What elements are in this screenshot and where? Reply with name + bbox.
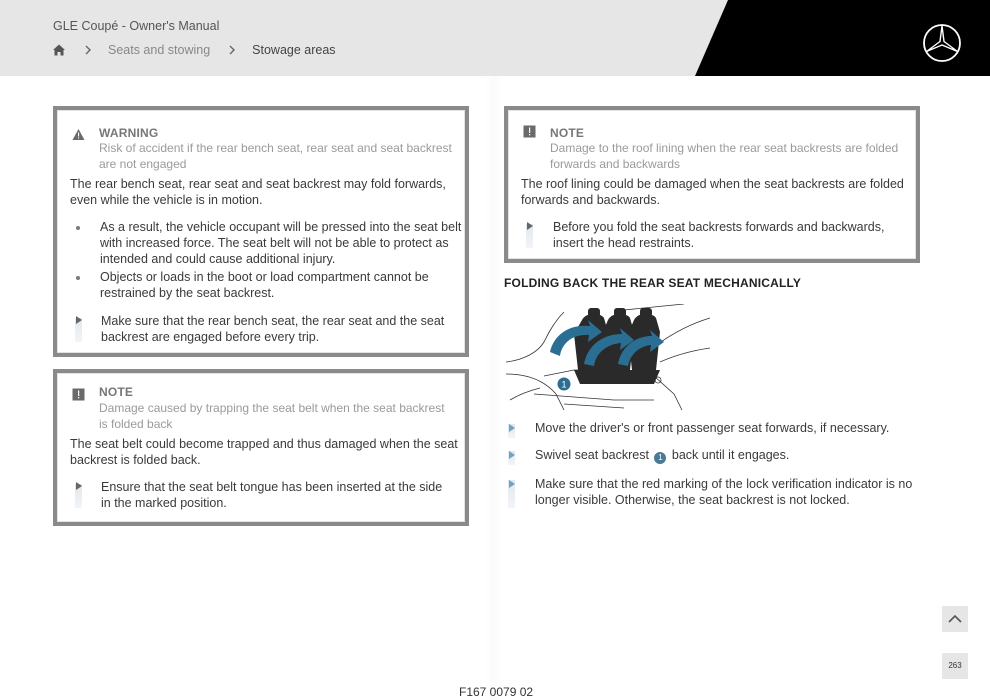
step-arrow-icon: [509, 424, 515, 432]
step-line: Make sure that the rear bench seat, the rear seat and the seat: [101, 314, 445, 328]
breadcrumb-current: Stowage areas: [252, 43, 336, 57]
breadcrumb-seats-and-stowing[interactable]: Seats and stowing: [108, 43, 211, 57]
step-line: Make sure that the red marking of the lock verification indicator is no: [535, 477, 913, 491]
section-heading: FOLDING BACK THE REAR SEAT MECHANICALLY: [504, 276, 802, 290]
chevron-right-icon: [228, 45, 236, 55]
step-line: Ensure that the seat belt tongue has been inserted at the side: [101, 480, 443, 494]
list-item-line: intended and could cause additional injury.: [100, 252, 336, 266]
figure-code: F167 0079 02: [459, 685, 534, 699]
step-text: back until it engages.: [671, 448, 790, 462]
instruction-step: [535, 476, 912, 508]
figure-callout-label: 1: [561, 379, 567, 390]
list-item: [100, 219, 461, 267]
document-title: GLE Coupé - Owner's Manual: [53, 19, 220, 33]
warning-label: WARNING: [99, 126, 159, 140]
warning-subtitle: [99, 140, 452, 172]
instruction-step: [535, 447, 789, 464]
bullet-icon: [76, 276, 80, 280]
warning-box: [53, 106, 469, 357]
warning-paragraph: [70, 176, 446, 208]
note-subtitle-line: Damage to the roof lining when the rear seat backrests are folded: [550, 141, 899, 155]
warning-subtitle-line: Risk of accident if the rear bench seat, rear seat and seat backrest: [99, 141, 452, 155]
instruction-step: Move the driver's or front passenger seat forwards, if necessary.: [535, 421, 890, 435]
scroll-to-top-button[interactable]: [942, 606, 968, 632]
callout-number-badge: 1: [654, 452, 666, 464]
step-arrow-icon: [509, 451, 515, 459]
exclamation-square-icon: [72, 388, 85, 401]
chevron-right-icon: [84, 45, 92, 55]
step-line: insert the head restraints.: [553, 236, 695, 250]
list-item-line: with increased force. The seat belt will not be able to protect as: [100, 236, 449, 250]
note-subtitle: [550, 140, 898, 172]
paragraph-line: The rear bench seat, rear seat and seat backrest may fold forwards,: [70, 177, 446, 191]
step-arrow-icon: [527, 222, 533, 230]
note-label: NOTE: [99, 385, 134, 399]
note-box-seat-belt: [53, 369, 469, 526]
note-subtitle: [99, 400, 445, 432]
step-line: in the marked position.: [101, 496, 227, 510]
step-text: Swivel seat backrest: [535, 448, 649, 462]
paragraph-line: backrest is folded back.: [70, 453, 201, 467]
step-line: Before you fold the seat backrests forwards and backwards,: [553, 220, 885, 234]
note-subtitle-line: Damage caused by trapping the seat belt when the seat backrest: [99, 401, 445, 415]
step-arrow-icon: [76, 482, 82, 490]
step-line: backrest are engaged before every trip.: [101, 330, 320, 344]
step-arrow-icon: [509, 480, 515, 488]
chevron-up-icon: [942, 606, 968, 632]
paragraph-line: The roof lining could be damaged when the seat backrests are folded: [521, 177, 904, 191]
page-number-button[interactable]: 263: [942, 653, 968, 679]
rear-seat-illustration[interactable]: [504, 304, 712, 410]
note-box-roof-lining: [504, 106, 920, 263]
list-item-line: restrained by the seat backrest.: [100, 286, 275, 300]
note-label: NOTE: [550, 126, 585, 140]
step-line: longer visible. Otherwise, the seat backrest is not locked.: [535, 493, 850, 507]
list-item: [100, 269, 429, 301]
paragraph-line: The seat belt could become trapped and thus damaged when the seat: [70, 437, 458, 451]
warning-triangle-icon: [72, 128, 85, 141]
header-black-panel: [0, 0, 990, 76]
note-paragraph: [521, 176, 904, 208]
column-divider: [485, 76, 503, 700]
instruction-step: [101, 313, 444, 345]
exclamation-square-icon: [523, 125, 536, 138]
warning-subtitle-line: are not engaged: [99, 157, 187, 171]
breadcrumb: [52, 42, 336, 58]
bullet-icon: [76, 226, 80, 230]
list-item-line: As a result, the vehicle occupant will be pressed into the seat belt: [100, 220, 462, 234]
note-paragraph: [70, 436, 458, 468]
step-arrow-icon: [76, 316, 82, 324]
note-subtitle-line: is folded back: [99, 417, 173, 431]
note-subtitle-line: forwards and backwards: [550, 157, 681, 171]
mercedes-star-icon[interactable]: [922, 23, 962, 63]
list-item-line: Objects or loads in the boot or load compartment cannot be: [100, 270, 429, 284]
home-icon[interactable]: [52, 43, 66, 57]
instruction-step: [553, 219, 884, 251]
paragraph-line: forwards and backwards.: [521, 193, 660, 207]
paragraph-line: even while the vehicle is in motion.: [70, 193, 263, 207]
instruction-step: [101, 479, 442, 511]
